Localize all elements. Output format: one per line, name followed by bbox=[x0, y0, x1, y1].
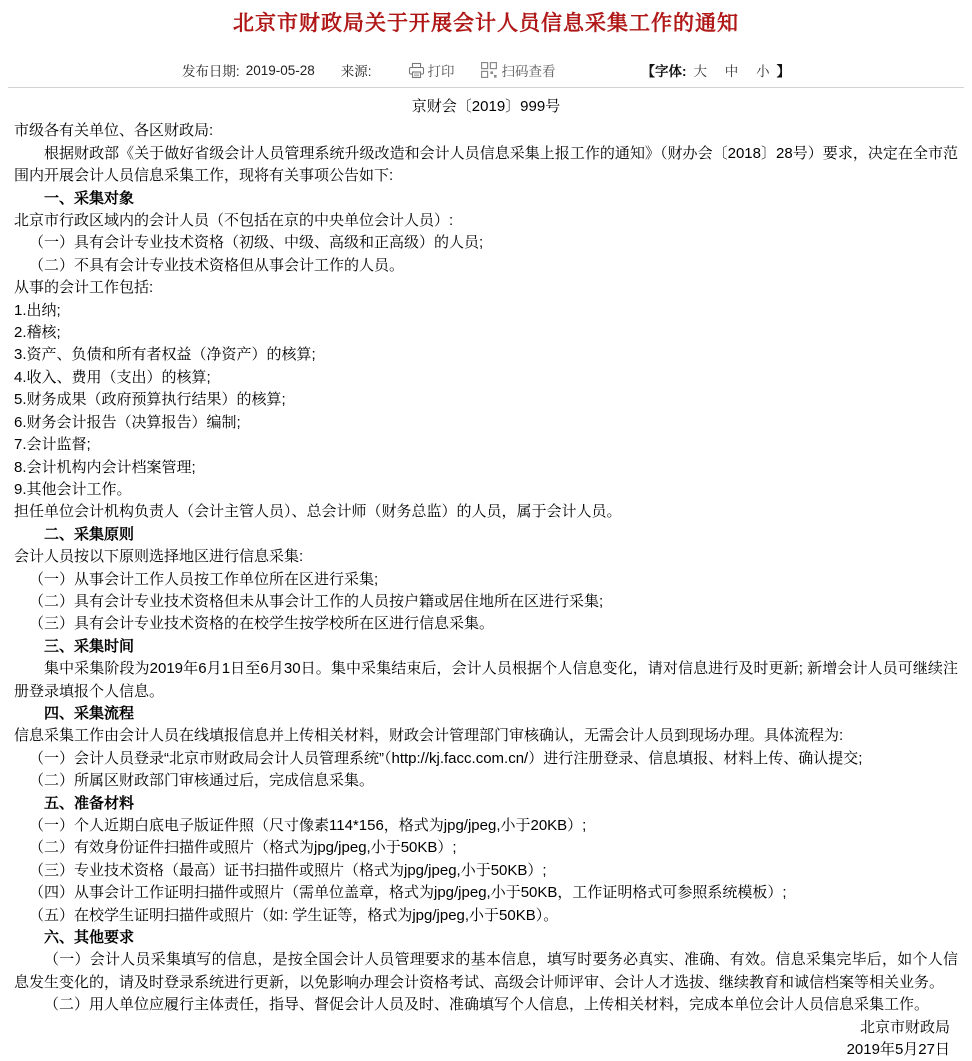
font-size-medium[interactable]: 中 bbox=[724, 64, 739, 79]
intro-paragraph: 根据财政部《关于做好省级会计人员管理系统升级改造和会计人员信息采集上报工作的通知》（财办会〔2018〕28号）要求，决定在全市范围内开展会计人员信息采集工作，现将有关事项公告如下: bbox=[14, 144, 958, 185]
section-line: （五）在校学生证明扫描件或照片（如: 学生证等，格式为jpg/jpeg,小于50KB）。 bbox=[29, 906, 559, 924]
section-line: 北京市行政区域内的会计人员（不包括在京的中央单位会计人员）: bbox=[14, 212, 454, 230]
page-title: 北京市财政局关于开展会计人员信息采集工作的通知 bbox=[233, 12, 739, 35]
section-line: （一）会计人员采集填写的信息，是按全国会计人员管理要求的基本信息，填写时要务必真实、准确、有效。信息采集完毕后，如个人信息发生变化的，请及时登录系统进行更新，以免影响办理会计资格考试、高级会计师评审、会计人才选拔、继续教育和诚信档案等相关业务。 bbox=[14, 951, 958, 991]
source-label: 来源: bbox=[340, 64, 372, 79]
document-number: 京财会〔2019〕999号 bbox=[411, 98, 561, 115]
section-line: 3.资产、负债和所有者权益（净资产）的核算; bbox=[14, 346, 316, 364]
font-size-large[interactable]: 大 bbox=[693, 64, 708, 79]
section-heading: 三、采集时间 bbox=[44, 637, 135, 655]
section-line: 1.出纳; bbox=[14, 301, 61, 319]
document-section bbox=[14, 927, 958, 1017]
section-line: （一）个人近期白底电子版证件照（尺寸像素114*156，格式为jpg/jpeg,小于20KB）; bbox=[29, 817, 587, 834]
section-heading: 一、采集对象 bbox=[44, 189, 135, 207]
publish-date-value: 2019-05-28 bbox=[245, 62, 315, 78]
section-line: 5.财务成果（政府预算执行结果）的核算; bbox=[14, 391, 286, 409]
section-line: 集中采集阶段为2019年6月1日至6月30日。集中采集结束后，会计人员根据个人信息变化，请对信息进行及时更新; 新增会计人员可继续注册登录填报个人信息。 bbox=[14, 660, 958, 700]
section-line: （二）具有会计专业技术资格但未从事会计工作的人员按户籍或居住地所在区进行采集; bbox=[29, 592, 604, 610]
section-line: 9.其他会计工作。 bbox=[14, 480, 132, 498]
print-label: 打印 bbox=[427, 64, 455, 79]
document-section bbox=[14, 188, 958, 524]
section-line: 7.会计监督; bbox=[14, 436, 91, 454]
font-size-controls bbox=[642, 60, 791, 80]
document-section bbox=[14, 793, 958, 927]
font-size-bracket-end: 】 bbox=[776, 64, 791, 79]
section-heading: 六、其他要求 bbox=[44, 929, 135, 947]
signature-issuer: 北京市财政局 bbox=[859, 1018, 950, 1036]
section-line: （二）用人单位应履行主体责任，指导、督促会计人员及时、准确填写个人信息，上传相关材料，完成本单位会计人员信息采集工作。 bbox=[44, 996, 930, 1014]
section-line: （三）具有会计专业技术资格的在校学生按学校所在区进行信息采集。 bbox=[29, 615, 495, 633]
section-line: 担任单位会计机构负责人（会计主管人员）、总会计师（财务总监）的人员，属于会计人员。 bbox=[14, 503, 622, 521]
section-heading: 二、采集原则 bbox=[44, 525, 135, 543]
sections-container bbox=[14, 188, 958, 1017]
print-button[interactable] bbox=[408, 60, 455, 80]
section-heading: 五、准备材料 bbox=[44, 794, 135, 812]
font-size-label: 【字体: bbox=[641, 64, 687, 79]
section-line: 4.收入、费用（支出）的核算; bbox=[14, 368, 211, 386]
section-line: 2.稽核; bbox=[14, 324, 61, 342]
printer-icon bbox=[408, 62, 425, 79]
section-line: （四）从事会计工作证明扫描件或照片（需单位盖章，格式为jpg/jpeg,小于50KB，工作证明格式可参照系统模板）; bbox=[29, 884, 787, 902]
section-line: （二）所属区财政部门审核通过后，完成信息采集。 bbox=[29, 772, 375, 790]
section-line: （二）有效身份证件扫描件或照片（格式为jpg/jpeg,小于50KB）; bbox=[29, 839, 457, 857]
section-line: （二）不具有会计专业技术资格但从事会计工作的人员。 bbox=[29, 256, 405, 274]
qr-view-label: 扫码查看 bbox=[501, 64, 556, 79]
publish-date-label: 发布日期: bbox=[181, 64, 240, 79]
qr-code-icon bbox=[481, 62, 497, 78]
section-line: （三）专业技术资格（最高）证书扫描件或照片（格式为jpg/jpeg,小于50KB）; bbox=[29, 861, 547, 879]
section-heading: 四、采集流程 bbox=[44, 704, 135, 722]
document-meta-bar bbox=[0, 53, 972, 87]
section-line: 6.财务会计报告（决算报告）编制; bbox=[14, 413, 241, 431]
section-line: （一）会计人员登录“北京市财政局会计人员管理系统”（http://kj.facc.com.cn/）进行注册登录、信息填报、材料上传、确认提交; bbox=[29, 749, 863, 767]
font-size-small[interactable]: 小 bbox=[756, 64, 770, 79]
publish-date bbox=[182, 60, 315, 80]
salutation: 市级各有关单位、各区财政局: bbox=[14, 122, 214, 140]
section-line: （一）具有会计专业技术资格（初级、中级、高级和正高级）的人员; bbox=[29, 234, 484, 252]
section-line: 信息采集工作由会计人员在线填报信息并上传相关材料，财政会计管理部门审核确认，无需会计人员到现场办理。具体流程为: bbox=[14, 727, 844, 745]
qr-view-button[interactable] bbox=[481, 60, 556, 80]
source-field bbox=[341, 60, 378, 80]
document-section bbox=[14, 524, 958, 636]
document-section bbox=[14, 703, 958, 793]
document-body bbox=[0, 88, 972, 1061]
section-line: 8.会计机构内会计档案管理; bbox=[14, 458, 196, 476]
document-section bbox=[14, 636, 958, 703]
section-line: 会计人员按以下原则选择地区进行信息采集: bbox=[14, 548, 304, 566]
signature-date: 2019年5月27日 bbox=[846, 1041, 950, 1059]
section-line: 从事的会计工作包括: bbox=[14, 279, 154, 297]
section-line: （一）从事会计工作人员按工作单位所在区进行采集; bbox=[29, 570, 379, 588]
